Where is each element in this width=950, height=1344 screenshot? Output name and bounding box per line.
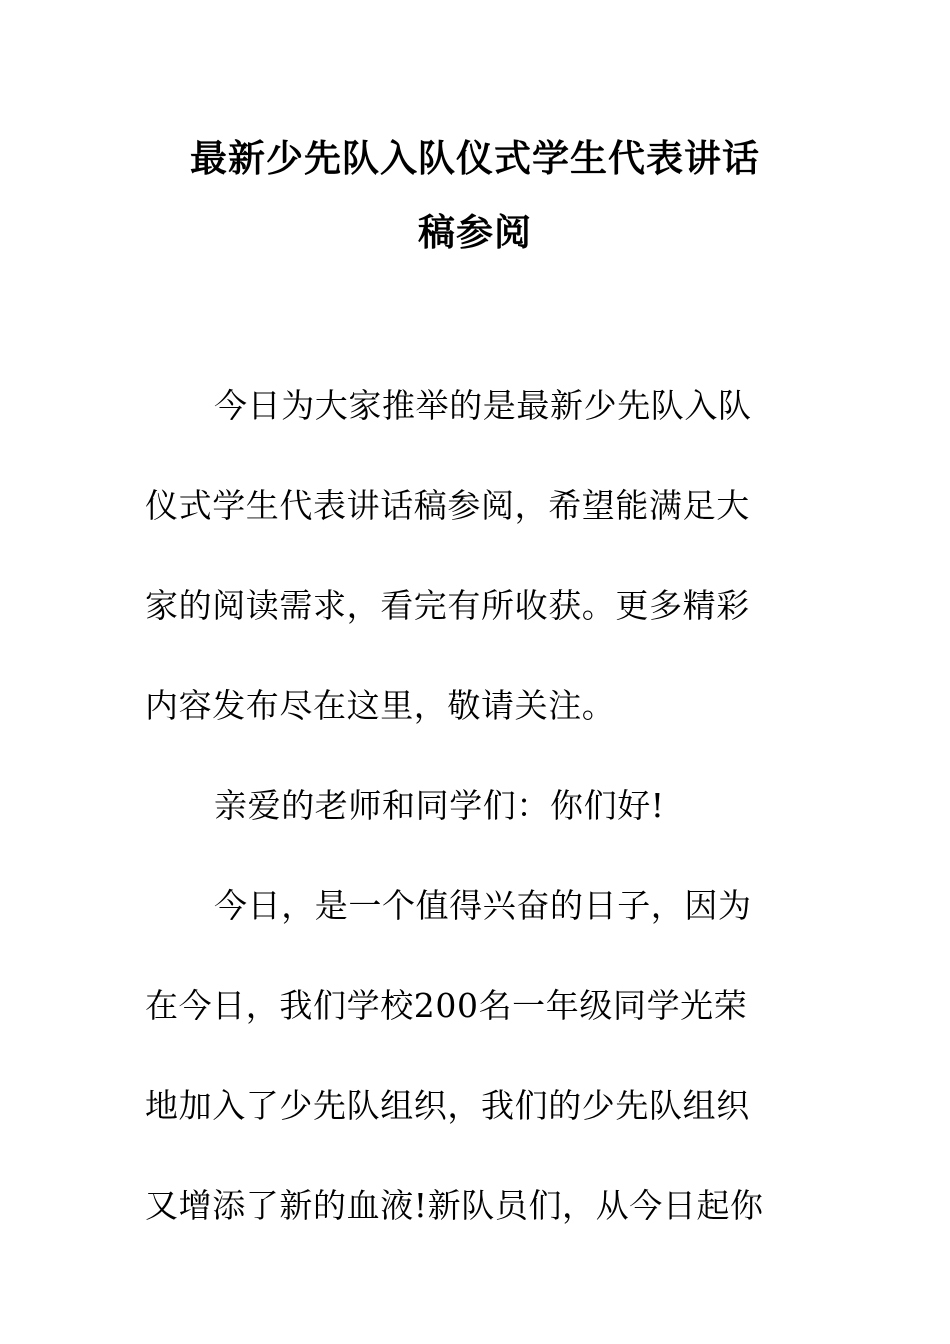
body-line-8: 地加入了少先队组织，我们的少先队组织 (145, 1086, 750, 1125)
body-line-7: 在今日，我们学校200名一年级同学光荣 (145, 986, 748, 1025)
body-line-3: 家的阅读需求，看完有所收获。更多精彩 (145, 586, 750, 625)
body-line-6: 今日，是一个值得兴奋的日子，因为 (214, 886, 752, 925)
document-title-line-2: 稿参阅 (418, 211, 532, 254)
body-line-9: 又增添了新的血液!新队员们，从今日起你 (145, 1186, 764, 1225)
body-line-5: 亲爱的老师和同学们：你们好! (214, 786, 665, 825)
body-line-1: 今日为大家推举的是最新少先队入队 (214, 386, 752, 425)
body-line-2: 仪式学生代表讲话稿参阅，希望能满足大 (145, 486, 750, 525)
body-line-4: 内容发布尽在这里，敬请关注。 (145, 686, 616, 725)
document-title-line-1: 最新少先队入队仪式学生代表讲话 (190, 137, 760, 180)
